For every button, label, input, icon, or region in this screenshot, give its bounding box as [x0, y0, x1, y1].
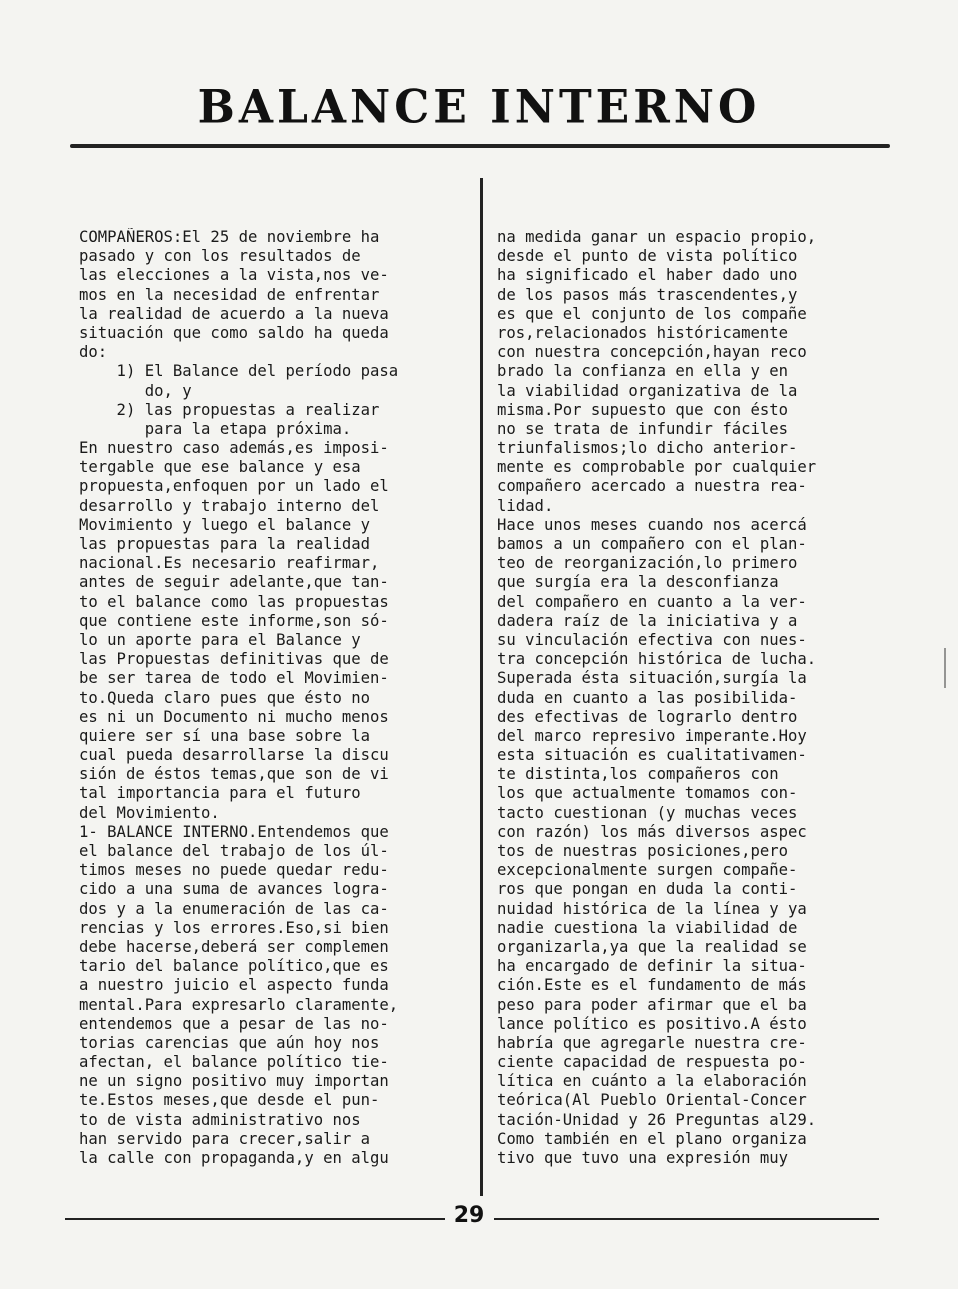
text-line: bamos a un compañero con el plan-: [497, 535, 807, 553]
text-line: tario del balance político,que es: [79, 957, 389, 976]
text-line: tivo que tuvo una expresión muy: [497, 1149, 789, 1167]
text-line: ros que pongan en duda la conti-: [497, 880, 798, 899]
text-line: desarrollo y trabajo interno del: [79, 496, 380, 515]
text-line: Como también en el plano organiza: [497, 1129, 807, 1148]
text-line: misma.Por supuesto que con ésto: [497, 400, 789, 419]
text-line: cido a una suma de avances logra-: [79, 880, 389, 899]
text-line: lítica en cuánto a la elaboración: [497, 1072, 807, 1091]
text-line: desde el punto de vista político: [497, 247, 798, 266]
text-line: tos de nuestras posiciones,pero: [497, 842, 789, 860]
text-line: to.Queda claro pues que ésto no: [79, 688, 371, 707]
text-line: 2) las propuestas a realizar: [79, 400, 380, 419]
text-line: peso para poder afirmar que el ba: [497, 995, 807, 1014]
page-number: 29: [453, 1203, 485, 1228]
text-line: 1) El Balance del período pasa: [79, 362, 399, 381]
text-line: tal importancia para el futuro: [79, 784, 361, 803]
text-line: duda en cuanto a las posibilida-: [497, 688, 798, 707]
text-line: entendemos que a pesar de las no-: [79, 1014, 389, 1033]
text-line: dadera raíz de la iniciativa y a: [497, 611, 798, 630]
text-line: afectan, el balance político tie-: [79, 1053, 389, 1072]
text-line: mental.Para expresarlo claramente,: [79, 995, 399, 1014]
text-line: para la etapa próxima.: [79, 419, 352, 438]
text-line: cual pueda desarrollarse la discu: [79, 746, 389, 765]
text-line: 1- BALANCE INTERNO.Entendemos que: [79, 822, 389, 841]
text-line: con razón) los más diversos aspec: [497, 822, 807, 841]
title-underline: [70, 144, 890, 148]
text-line: no se trata de infundir fáciles: [497, 419, 789, 438]
text-line: las propuestas para la realidad: [79, 535, 371, 553]
text-line: excepcionalmente surgen compañe-: [497, 861, 798, 880]
text-line: propuesta,enfoquen por un lado el: [79, 477, 389, 496]
text-line: lidad.: [497, 496, 554, 515]
text-line: torias carencias que aún hoy nos: [79, 1033, 380, 1052]
text-line: nacional.Es necesario reafirmar,: [79, 554, 380, 573]
text-line: te.Estos meses,que desde el pun-: [79, 1091, 380, 1110]
text-line: su vinculación efectiva con nues-: [497, 630, 807, 649]
text-line: nuidad histórica de la línea y ya: [497, 899, 807, 918]
text-line: dos y a la enumeración de las ca-: [79, 899, 389, 918]
text-line: el balance del trabajo de los úl-: [79, 842, 389, 860]
text-line: la viabilidad organizativa de la: [497, 381, 798, 400]
text-line: ne un signo positivo muy importan: [79, 1072, 389, 1091]
text-line: ros,relacionados históricamente: [497, 323, 789, 342]
column-divider: [480, 178, 483, 1196]
text-line: rencias y los errores.Eso,si bien: [79, 918, 389, 937]
text-line: la realidad de acuerdo a la nueva: [79, 304, 389, 323]
page-title: BALANCE INTERNO: [197, 80, 761, 135]
text-line: organizarla,ya que la realidad se: [497, 937, 807, 956]
text-line: pasado y con los resultados de: [79, 247, 361, 266]
text-line: han servido para crecer,salir a: [79, 1129, 371, 1148]
text-line: situación que como saldo ha queda: [79, 323, 389, 342]
text-line: sión de éstos temas,que son de vi: [79, 765, 389, 784]
text-line: compañero acercado a nuestra rea-: [497, 477, 807, 496]
margin-mark: [944, 648, 946, 688]
text-line: tergable que ese balance y esa: [79, 458, 361, 477]
text-line: ha encargado de definir la situa-: [497, 957, 807, 976]
text-line: timos meses no puede quedar redu-: [79, 861, 389, 880]
text-line: los que actualmente tomamos con-: [497, 784, 798, 803]
left-column: [79, 228, 471, 1168]
text-line: esta situación es cualitativamen-: [497, 746, 807, 765]
text-line: del marco represivo imperante.Hoy: [497, 726, 807, 745]
text-line: con nuestra concepción,hayan reco: [497, 343, 807, 362]
text-line: nadie cuestiona la viabilidad de: [497, 918, 798, 937]
text-line: de los pasos más trascendentes,y: [497, 285, 798, 304]
text-line: es que el conjunto de los compañe: [497, 304, 807, 323]
text-line: triunfalismos;lo dicho anterior-: [497, 439, 798, 458]
text-line: brado la confianza en ella y en: [497, 362, 789, 381]
footer-rule-right: [494, 1218, 879, 1220]
text-line: tación-Unidad y 26 Preguntas al29.: [497, 1110, 817, 1129]
footer-rule-left: [65, 1218, 445, 1220]
text-line: COMPAÑEROS:El 25 de noviembre ha: [79, 228, 380, 246]
text-line: que surgía era la desconfianza: [497, 573, 779, 592]
text-line: quiere ser sí una base sobre la: [79, 726, 371, 745]
text-line: na medida ganar un espacio propio,: [497, 228, 817, 246]
text-line: ción.Este es el fundamento de más: [497, 976, 807, 995]
text-line: del compañero en cuanto a la ver-: [497, 592, 807, 611]
text-line: des efectivas de lograrlo dentro: [497, 707, 798, 726]
text-line: del Movimiento.: [79, 803, 220, 822]
text-line: lance político es positivo.A ésto: [497, 1014, 807, 1033]
text-line: debe hacerse,deberá ser complemen: [79, 937, 389, 956]
text-line: do, y: [79, 381, 192, 400]
text-line: be ser tarea de todo el Movimien-: [79, 669, 389, 688]
text-line: mos en la necesidad de enfrentar: [79, 285, 380, 304]
text-line: teórica(Al Pueblo Oriental-Concer: [497, 1091, 807, 1110]
text-line: Hace unos meses cuando nos acercá: [497, 515, 807, 534]
text-line: antes de seguir adelante,que tan-: [79, 573, 389, 592]
text-line: es ni un Documento ni mucho menos: [79, 707, 389, 726]
text-line: to de vista administrativo nos: [79, 1110, 361, 1129]
text-line: to el balance como las propuestas: [79, 592, 389, 611]
text-line: ha significado el haber dado uno: [497, 266, 798, 285]
text-line: a nuestro juicio el aspecto funda: [79, 976, 389, 995]
right-column: [497, 228, 889, 1168]
text-line: Movimiento y luego el balance y: [79, 515, 371, 534]
text-line: Superada ésta situación,surgía la: [497, 669, 807, 688]
text-line: tra concepción histórica de lucha.: [497, 650, 817, 669]
text-line: teo de reorganización,lo primero: [497, 554, 798, 573]
text-line: ciente capacidad de respuesta po-: [497, 1053, 807, 1072]
text-line: do:: [79, 343, 108, 362]
text-line: En nuestro caso además,es imposi-: [79, 439, 389, 458]
text-line: tacto cuestionan (y muchas veces: [497, 803, 798, 822]
text-line: que contiene este informe,son só-: [79, 611, 389, 630]
text-line: lo un aporte para el Balance y: [79, 630, 361, 649]
text-line: mente es comprobable por cualquier: [497, 458, 817, 477]
text-line: las Propuestas definitivas que de: [79, 650, 389, 669]
text-line: habría que agregarle nuestra cre-: [497, 1033, 807, 1052]
text-line: te distinta,los compañeros con: [497, 765, 779, 784]
text-line: las elecciones a la vista,nos ve-: [79, 266, 389, 285]
text-line: la calle con propaganda,y en algu: [79, 1149, 389, 1167]
